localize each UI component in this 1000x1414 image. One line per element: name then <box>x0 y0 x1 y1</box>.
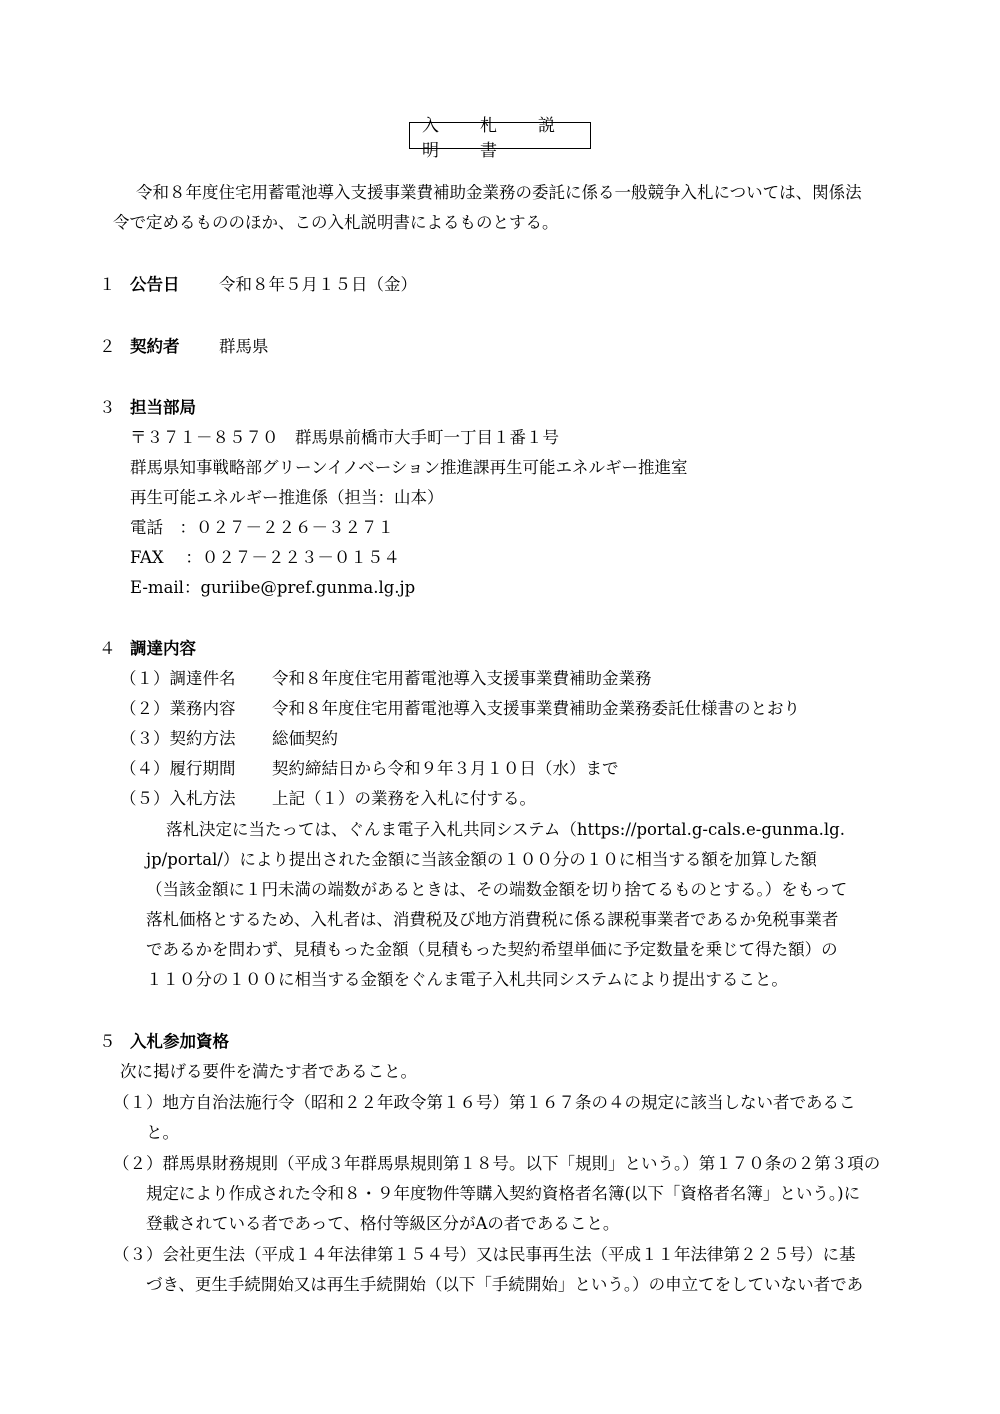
procurement-item-label: （２）業務内容 <box>120 699 236 718</box>
qualification-item-line: と。 <box>146 1123 179 1142</box>
contact-section: 再生可能エネルギー推進係（担当：山本） <box>130 488 444 507</box>
section-4-number: ４ <box>99 639 116 658</box>
announcement-date: 令和８年５月１５日（金） <box>219 275 417 294</box>
bidding-paragraph-line: 落札価格とするため、入札者は、消費税及び地方消費税に係る課税事業者であるか免税事業者 <box>146 910 839 929</box>
section-2-number: ２ <box>99 337 116 356</box>
qualification-item-line: （１）地方自治法施行令（昭和２２年政令第１６号）第１６７条の４の規定に該当しない者であるこ <box>113 1093 856 1112</box>
section-4-heading: 調達内容 <box>130 639 196 658</box>
qualification-item-line: 規定により作成された令和８・９年度物件等購入契約資格者名簿(以下「資格者名簿」という。)に <box>146 1184 861 1203</box>
procurement-item-label: （１）調達件名 <box>120 669 236 688</box>
bidding-paragraph-line: １１０分の１００に相当する金額をぐんま電子入札共同システムにより提出すること。 <box>146 970 788 989</box>
bidding-paragraph-line: （当該金額に１円未満の端数があるときは、その端数金額を切り捨てるものとする。）をもって <box>146 880 848 899</box>
bidding-paragraph-line: 落札決定に当たっては、ぐんま電子入札共同システム（https://portal.g-cals.e-gunma.lg. <box>166 820 845 839</box>
procurement-item-value: 総価契約 <box>272 729 338 748</box>
section-1-heading: 公告日 <box>130 275 180 294</box>
intro-line-1: 令和８年度住宅用蓄電池導入支援事業費補助金業務の委託に係る一般競争入札については、関係法 <box>136 183 862 202</box>
qualification-lead: 次に掲げる要件を満たす者であること。 <box>120 1062 417 1081</box>
procurement-item-label: （５）入札方法 <box>120 789 236 808</box>
section-1-number: １ <box>99 275 116 294</box>
qualification-item-line: （２）群馬県財務規則（平成３年群馬県規則第１８号。以下「規則」という。）第１７０条の２第３項の <box>113 1154 881 1173</box>
section-5-heading: 入札参加資格 <box>130 1032 229 1051</box>
intro-line-2: 令で定めるもののほか、この入札説明書によるものとする。 <box>113 213 559 232</box>
qualification-item-line: づき、更生手続開始又は再生手続開始（以下「手続開始」という。）の申立てをしていない者であ <box>146 1275 864 1294</box>
procurement-item-value: 令和８年度住宅用蓄電池導入支援事業費補助金業務 <box>272 669 652 688</box>
bidding-paragraph-line: jp/portal/）により提出された金額に当該金額の１００分の１０に相当する額を加算した額 <box>146 850 817 869</box>
qualification-item-line: （３）会社更生法（平成１４年法律第１５４号）又は民事再生法（平成１１年法律第２２５号）に基 <box>113 1245 856 1264</box>
contractor-value: 群馬県 <box>219 337 269 356</box>
procurement-item-value: 上記（１）の業務を入札に付する。 <box>272 789 536 808</box>
procurement-item-label: （３）契約方法 <box>120 729 236 748</box>
section-3-heading: 担当部局 <box>130 398 196 417</box>
section-2-heading: 契約者 <box>130 337 180 356</box>
contact-email: E-mail：guriibe@pref.gunma.lg.jp <box>130 578 416 597</box>
bidding-paragraph-line: であるかを問わず、見積もった金額（見積もった契約希望単価に予定数量を乗じて得た額）の <box>146 940 838 959</box>
contact-fax: FAX ：０２７－２２３－０１５４ <box>130 548 400 567</box>
contact-address: 〒３７１－８５７０ 群馬県前橋市大手町一丁目１番１号 <box>130 428 559 447</box>
document-title: 入 札 説 明 書 <box>409 122 591 149</box>
section-5-number: ５ <box>99 1032 116 1051</box>
qualification-item-line: 登載されている者であって、格付等級区分がAの者であること。 <box>146 1214 620 1233</box>
procurement-item-label: （４）履行期間 <box>120 759 236 778</box>
procurement-item-value: 契約締結日から令和９年３月１０日（水）まで <box>272 759 619 778</box>
contact-department: 群馬県知事戦略部グリーンイノベーション推進課再生可能エネルギー推進室 <box>130 458 688 477</box>
section-3-number: ３ <box>99 398 116 417</box>
procurement-item-value: 令和８年度住宅用蓄電池導入支援事業費補助金業務委託仕様書のとおり <box>272 699 800 718</box>
contact-phone: 電話 ：０２７－２２６－３２７１ <box>130 518 394 537</box>
